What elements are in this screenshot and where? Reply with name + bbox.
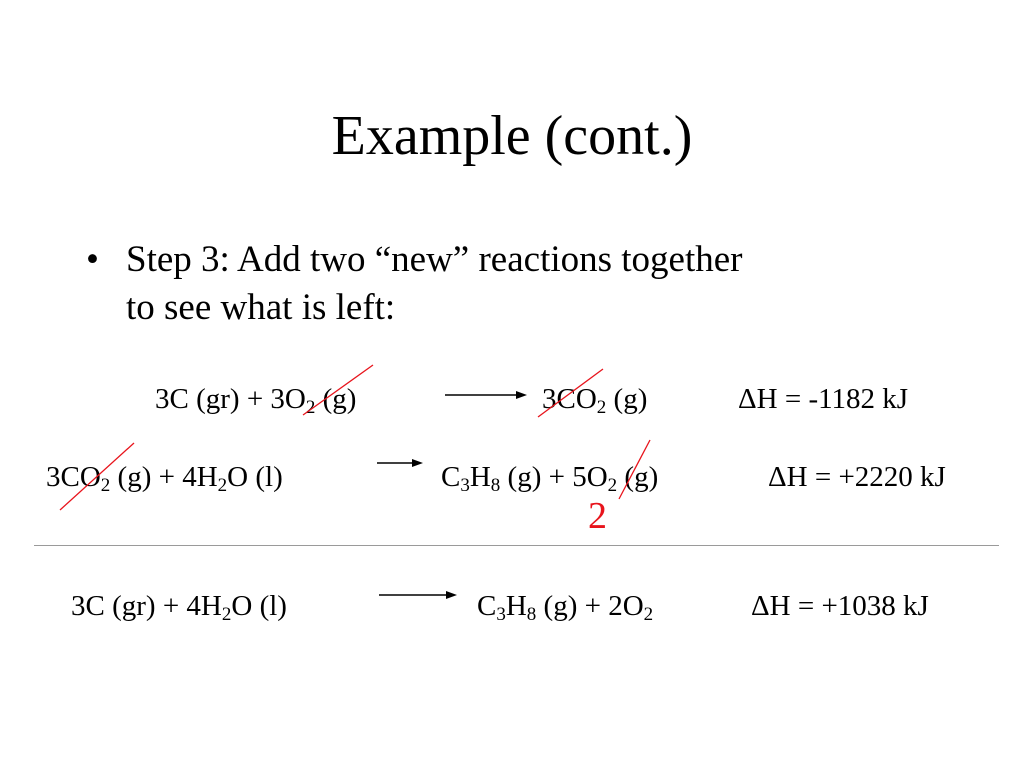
reaction-2-reactants: $3CO_2$ $(g) + 4H_2O$ (l) [46, 461, 283, 496]
bullet-line-2: to see what is left: [126, 287, 396, 328]
net-reaction-arrow [378, 588, 458, 602]
strike-5o2 [619, 440, 650, 499]
strike-3co2-reactant [60, 443, 134, 510]
net-reaction-reactants: 3C $(gr) + 4H_2O$ (l) [71, 590, 287, 625]
reaction-1-products: $3CO_2$ (g) [542, 383, 648, 418]
strike-3co2-product [538, 369, 603, 417]
reaction-1-reactants: 3C $(gr) + 3O_2$ (g) [155, 383, 357, 418]
reaction-1-enthalpy: ΔH = -1182 kJ [738, 383, 909, 415]
sum-divider [34, 545, 999, 546]
bullet-line-1: Step 3: Add two “new” reactions together [126, 239, 743, 280]
reaction-2-enthalpy: ΔH = +2220 kJ [768, 461, 946, 493]
handwritten-coefficient: 2 [588, 495, 607, 537]
reaction-2-products: $C_3H_8$ $(g) + 5O_2$ (g) [441, 461, 659, 496]
net-reaction-products: $C_3H_8$ $(g) + 2O_2$ [477, 590, 654, 625]
slide-title: Example (cont.) [331, 105, 693, 167]
strike-3o2 [303, 365, 373, 415]
net-reaction-enthalpy: ΔH = +1038 kJ [751, 590, 929, 622]
bullet-marker: • [86, 239, 99, 280]
